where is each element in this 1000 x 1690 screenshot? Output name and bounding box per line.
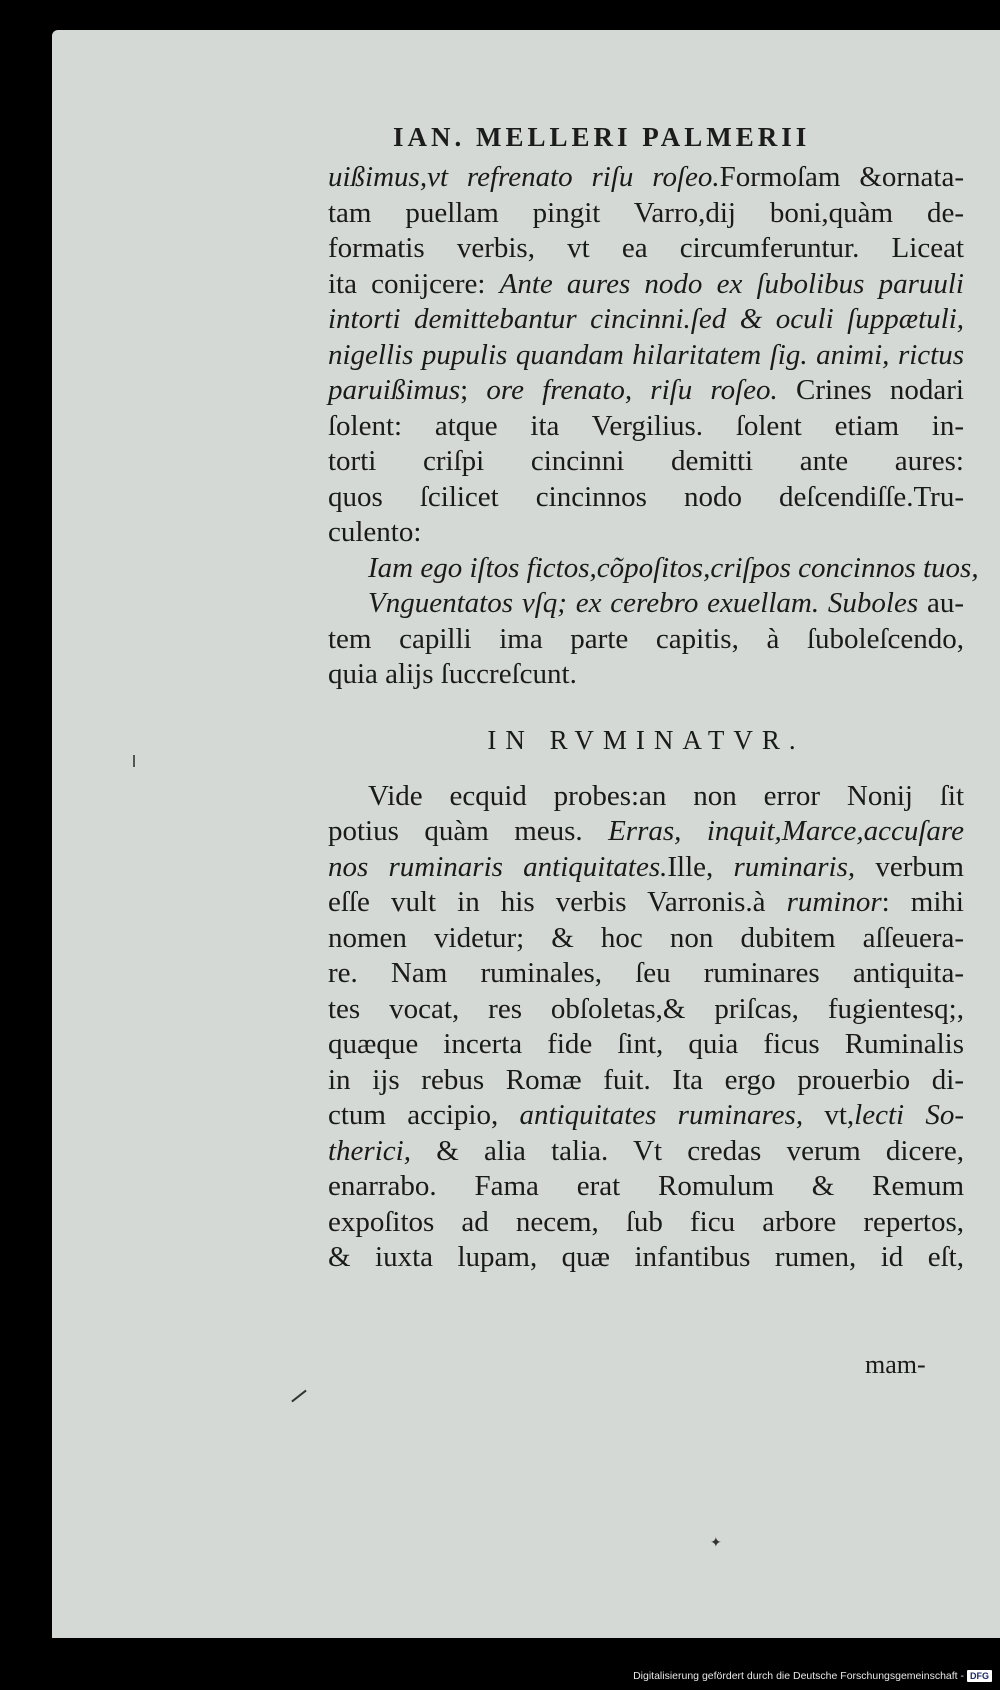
roman-run: Ille, (667, 850, 734, 883)
text-line (328, 231, 964, 267)
roman-run: : mihi (881, 886, 964, 918)
verse-quotation (328, 551, 979, 622)
roman-run: in ijs rebus Romæ fuit. Ita ergo prouerbio di- (328, 1063, 964, 1096)
text-line (328, 1098, 964, 1134)
paragraph-1-end (328, 622, 964, 693)
roman-run: verbum (855, 850, 964, 883)
paragraph-1 (328, 160, 964, 551)
roman-run: ſolent: atque ita Vergilius. ſolent etiam in- (328, 409, 964, 442)
text-line (328, 480, 964, 516)
roman-run: tam puellam pingit Varro,dij boni,quàm de- (328, 196, 964, 229)
italic-run: Erras, inquit,Marce,accuſare (608, 815, 965, 847)
text-line (328, 814, 964, 850)
text-line (328, 267, 964, 303)
digitization-footer (633, 1670, 992, 1682)
italic-run: Iam ego iſtos fictos,cõpoſitos,criſpos concinnos tuos, (368, 551, 979, 584)
roman-run: Crines nodari (777, 374, 964, 406)
italic-run: nos ruminaris antiquitates. (328, 850, 668, 883)
roman-run: potius quàm meus. (328, 815, 609, 847)
roman-run: quia alijs ſuccreſcunt. (328, 658, 577, 690)
roman-run: Vide ecquid probes:an non error Nonij ſit (368, 779, 964, 812)
roman-run: torti criſpi cincinni demitti ante aures: (328, 445, 964, 477)
roman-run: ctum accipio, (328, 1099, 520, 1131)
roman-run: culento: (328, 516, 422, 548)
roman-run: vt, (803, 1099, 855, 1131)
roman-run: ; (460, 374, 487, 406)
text-line (328, 302, 964, 338)
roman-run: Formoſam &ornata- (719, 161, 964, 193)
section-title: IN RVMINATVR. (487, 724, 805, 755)
roman-run: & alia talia. Vt credas verum dicere, (410, 1134, 964, 1167)
roman-run: tes vocat, res obſoletas,& priſcas, fugientesq;, (328, 992, 964, 1025)
text-line (328, 1205, 964, 1241)
italic-run: ruminaris, (733, 850, 856, 883)
roman-run: eſſe vult in his verbis Varronis.à (328, 886, 787, 918)
text-line (328, 1169, 964, 1205)
text-line (328, 160, 964, 196)
page-text (328, 160, 979, 1276)
text-line (328, 373, 964, 409)
text-line (328, 885, 964, 921)
text-line (328, 992, 964, 1028)
roman-run: ita conijcere: (328, 267, 500, 300)
text-line (328, 956, 964, 992)
text-line (328, 586, 964, 622)
paragraph-2 (328, 779, 964, 1276)
roman-run: quos ſcilicet cincinnos nodo deſcendiſſe.Tru- (328, 480, 964, 513)
italic-run: therici, (328, 1134, 411, 1167)
roman-run: quæque incerta fide ſint, quia ficus Ruminalis (328, 1028, 964, 1060)
roman-run: re. Nam ruminales, ſeu ruminares antiquita- (328, 957, 964, 989)
roman-run: enarrabo. Fama erat Romulum & Remum (328, 1170, 964, 1202)
footer-text: Digitalisierung gefördert durch die Deutsche Forschungsgemeinschaft - (633, 1670, 964, 1682)
roman-run: & iuxta lupam, quæ infantibus rumen, id eſt, (328, 1241, 964, 1273)
margin-tick (133, 755, 135, 767)
italic-run: Ante aures nodo ex ſubolibus paruuli (499, 267, 964, 300)
text-line (328, 1240, 964, 1276)
text-line (328, 444, 964, 480)
roman-run: au- (918, 587, 964, 619)
roman-run: formatis verbis, vt ea circumferuntur. Liceat (328, 232, 964, 264)
roman-run: tem capilli ima parte capitis, à ſuboleſcendo, (328, 622, 964, 655)
text-line (328, 622, 964, 658)
text-line (328, 409, 964, 445)
dfg-logo: DFG (967, 1670, 992, 1682)
text-line (328, 338, 964, 374)
text-line (328, 1134, 964, 1170)
text-line (328, 551, 979, 587)
text-line (328, 1063, 964, 1099)
italic-run: paruißimus (328, 374, 461, 406)
text-line (328, 1027, 964, 1063)
text-line (328, 921, 964, 957)
roman-run: expoſitos ad necem, ſub ficu arbore repertos, (328, 1205, 964, 1238)
italic-run: lecti So- (854, 1099, 964, 1131)
italic-run: nigellis pupulis quandam hilaritatem ſig. animi, rictus (328, 338, 964, 371)
text-line (328, 850, 964, 886)
italic-run: Vnguentatos vſq; ex cerebro exuellam. Suboles (368, 587, 919, 619)
text-line (328, 196, 964, 232)
italic-run: antiquitates ruminares, (519, 1099, 804, 1131)
text-line (328, 657, 964, 693)
italic-run: uißimus,vt refrenato riſu roſeo. (328, 161, 720, 193)
page-speck: ✦ (710, 1536, 722, 1551)
roman-run: nomen videtur; & hoc non dubitem aſſeuera- (328, 921, 964, 954)
italic-run: ruminor (786, 886, 882, 918)
italic-run: intorti demittebantur cincinni.ſed & oculi ſuppætuli, (328, 303, 964, 335)
text-line (328, 515, 964, 551)
running-head: IAN. MELLERI PALMERII (393, 122, 811, 152)
catchword: mam- (865, 1350, 926, 1379)
text-line (328, 779, 964, 815)
italic-run: ore frenato, riſu roſeo. (486, 374, 778, 406)
